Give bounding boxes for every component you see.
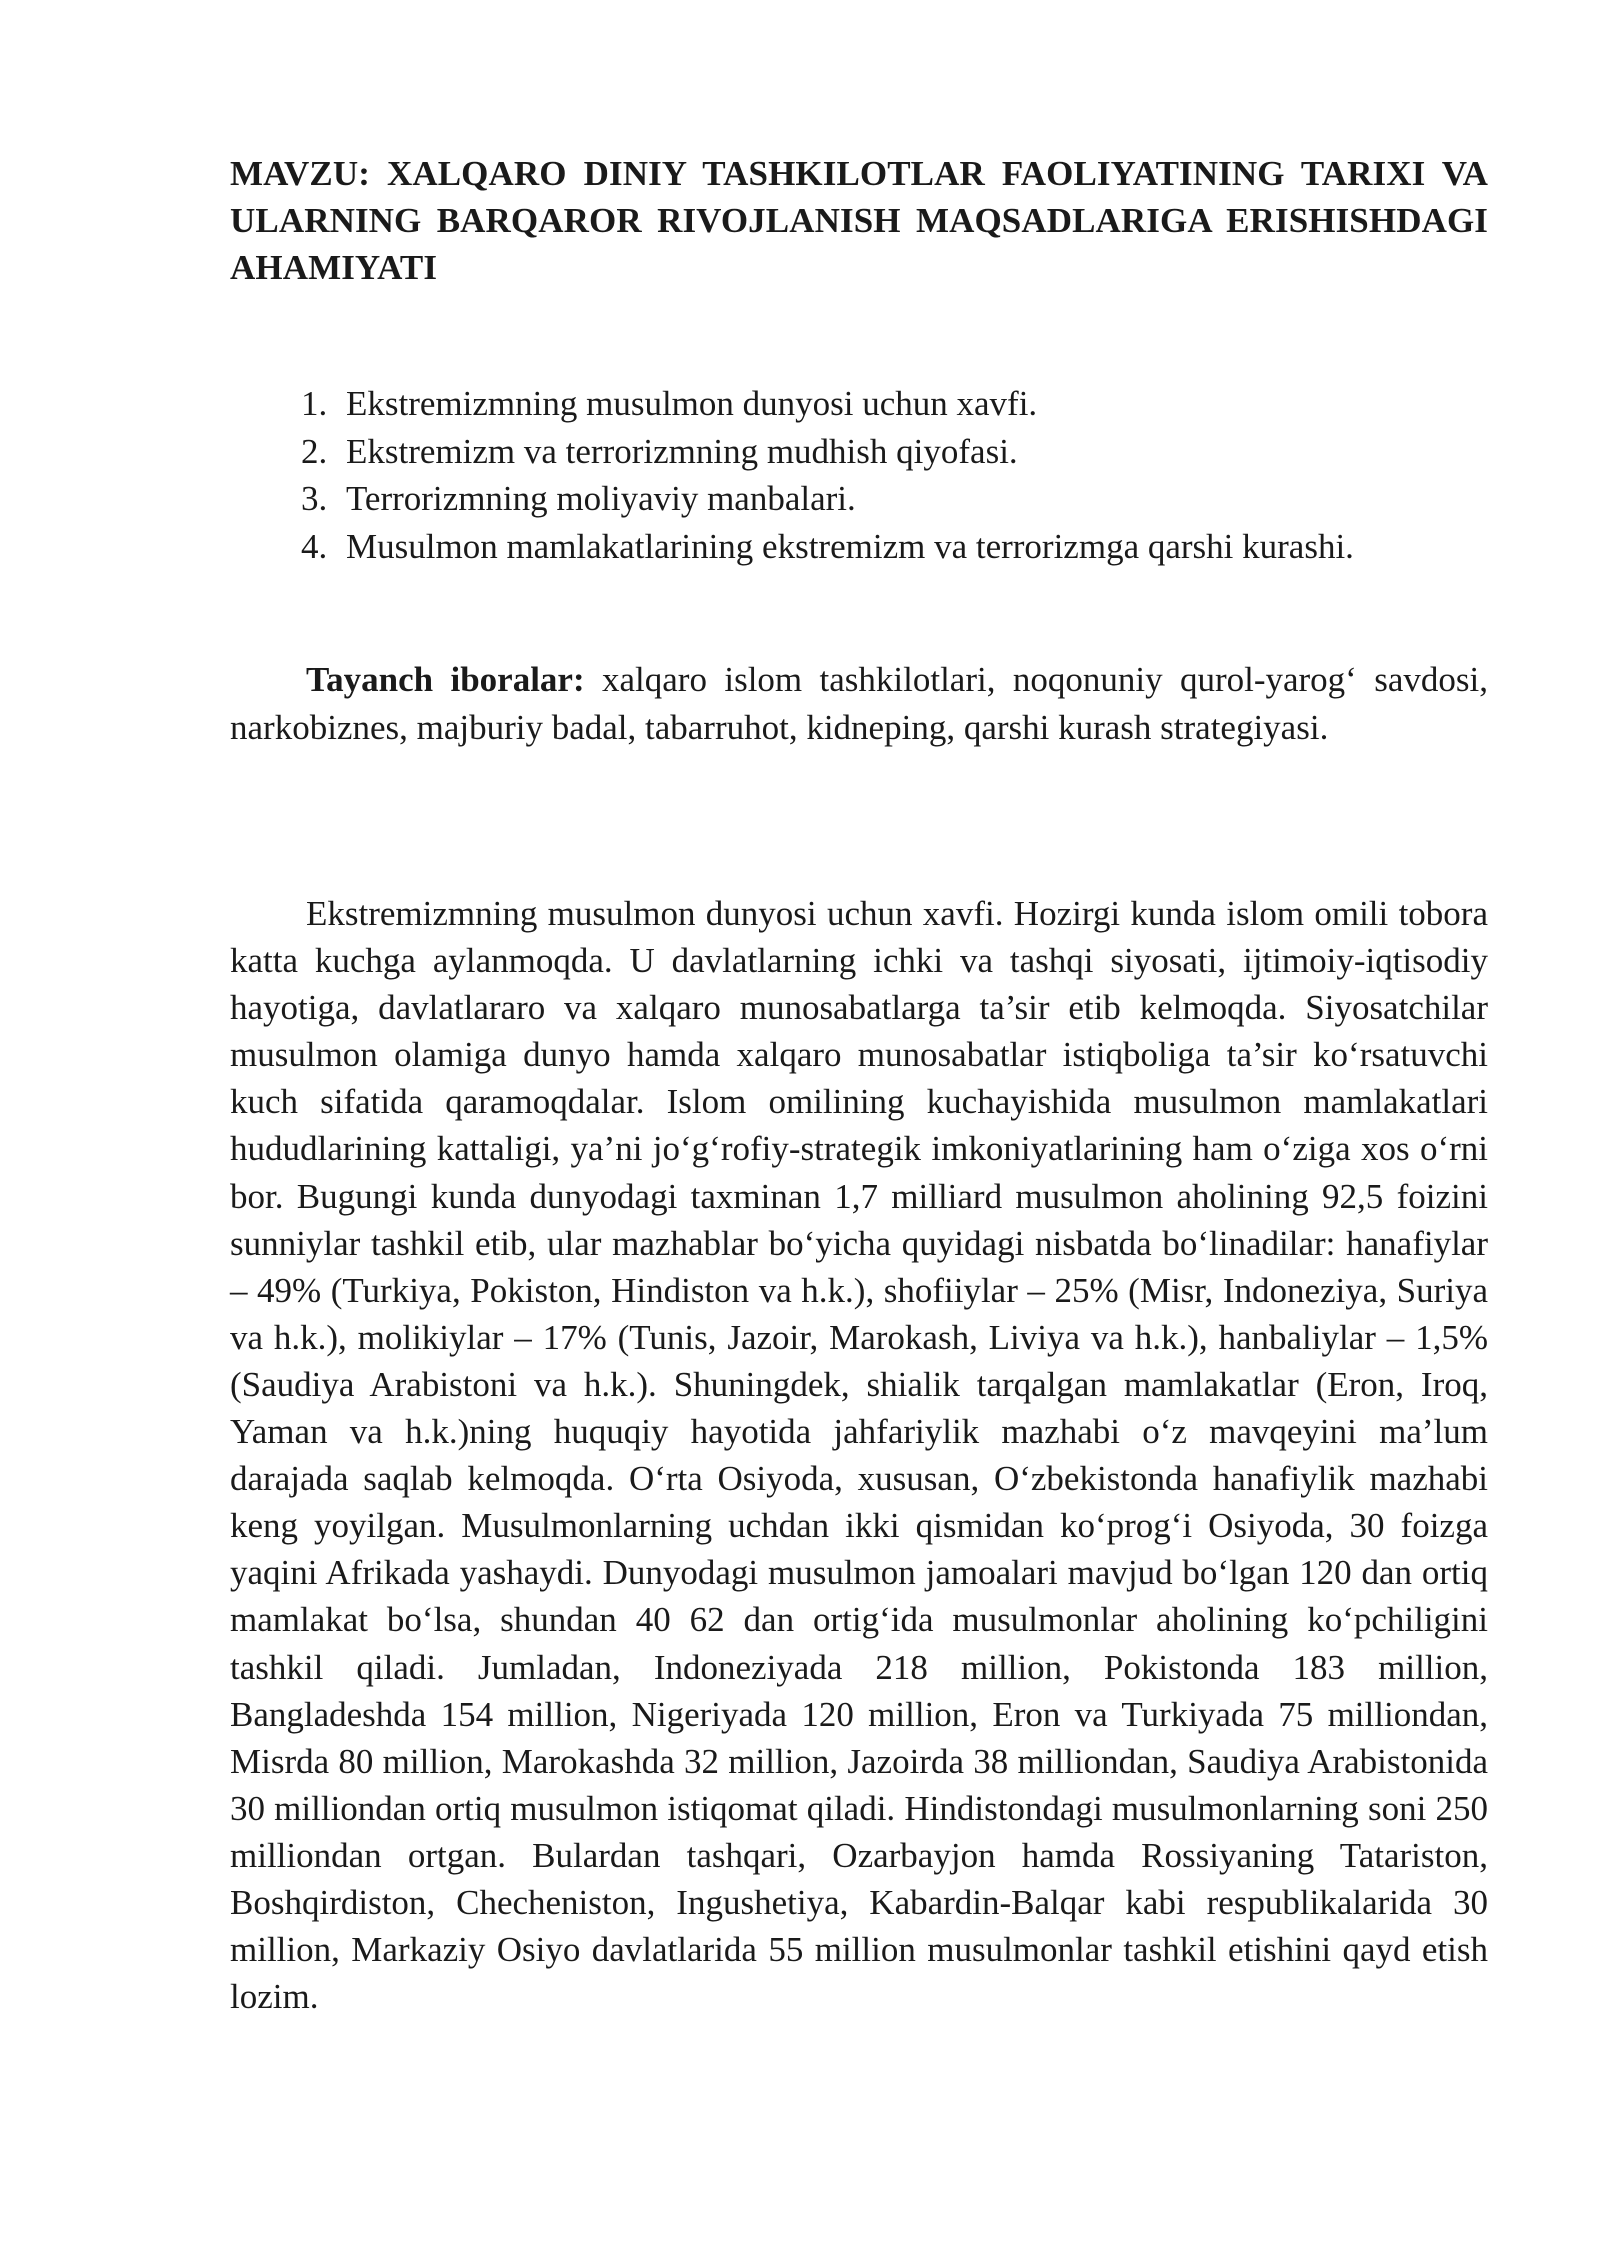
outline-item: 2. Ekstremizm va terrorizmning mudhish qiyofasi. <box>336 428 1488 476</box>
keywords-paragraph <box>230 656 1488 751</box>
document-title: MAVZU: XALQARO DINIY TASHKILOTLAR FAOLIYATINING TARIXI VA ULARNING BARQAROR RIVOJLANISH MAQSADLARIGA ERISHISHDAGI AHAMIYATI <box>230 154 1488 287</box>
document-page <box>230 150 1488 2017</box>
outline-item: 4. Musulmon mamlakatlarining ekstremizm va terrorizmga qarshi kurashi. <box>336 523 1488 571</box>
keywords-label: Tayanch iboralar: <box>306 660 585 699</box>
keywords-text: xalqaro islom tashkilotlari, noqonuniy qurol-yarog‘ savdosi, narkobiznes, majburiy badal, tabarruhot, kidneping, qarshi kurash strategiyasi. <box>230 660 1488 747</box>
body-paragraph: Ekstremizmning musulmon dunyosi uchun xavfi. Hozirgi kunda islom omili tobora katta kuchga aylanmoqda. U davlatlarning ichki va tashqi siyosati, ijtimoiy-iqtisodiy hayotiga, davlatlararo va xalqaro munosabatlarga ta’sir etib kelmoqda. Siyosatchilar musulmon olamiga dunyo hamda xalqaro munosabatlar istiqboliga ta’sir ko‘rsatuvchi kuch sifatida qaramoqdalar. Islom omilining kuchayishida musulmon mamlakatlari hududlarining kattaligi, ya’ni jo‘g‘rofiy-strategik imkoniyatlarining ham o‘ziga xos o‘rni bor. Bugungi kunda dunyodagi taxminan 1,7 milliard musulmon aholining 92,5 foizini sunniylar tashkil etib, ular mazhablar bo‘yicha quyidagi nisbatda bo‘linadilar: hanafiylar – 49% (Turkiya, Pokiston, Hindiston va h.k.), shofiiylar – 25% (Misr, Indoneziya, Suriya va h.k.), molikiylar – 17% (Tunis, Jazoir, Marokash, Liviya va h.k.), hanbaliylar – 1,5% (Saudiya Arabistoni va h.k.). Shuningdek, shialik tarqalgan mamlakatlar (Eron, Iroq, Yaman va h.k.)ning huquqiy hayotida jahfariylik mazhabi o‘z mavqeyini ma’lum darajada saqlab kelmoqda. O‘rta Osiyoda, xususan, O‘zbekistonda hanafiylik mazhabi keng yoyilgan. Musulmonlarning uchdan ikki qismidan ko‘prog‘i Osiyoda, 30 foizga yaqini Afrikada yashaydi. Dunyodagi musulmon jamoalari mavjud bo‘lgan 120 dan ortiq mamlakat bo‘lsa, shundan 40 62 dan ortig‘ida musulmonlar aholining ko‘pchiligini tashkil qiladi. Jumladan, Indoneziyada 218 million, Pokistonda 183 million, Bangladeshda 154 million, Nigeriyada 120 million, Eron va Turkiyada 75 milliondan, Misrda 80 million, Marokashda 32 million, Jazoirda 38 milliondan, Saudiya Arabistonida 30 milliondan ortiq musulmon istiqomat qiladi. Hindistondagi musulmonlarning soni 250 milliondan ortgan. Bulardan tashqari, Ozarbayjon hamda Rossiyaning Tatariston, Boshqirdiston, Checheniston, Ingushetiya, Kabardin-Balqar kabi respublikalarida 30 million, Markaziy Osiyo davlatlarida 55 million musulmonlar tashkil etishini qayd etish lozim. <box>230 894 1488 2017</box>
outline-item: 3. Terrorizmning moliyaviy manbalari. <box>336 475 1488 523</box>
topic-outline <box>230 380 1488 570</box>
outline-item: 1. Ekstremizmning musulmon dunyosi uchun xavfi. <box>336 380 1488 428</box>
